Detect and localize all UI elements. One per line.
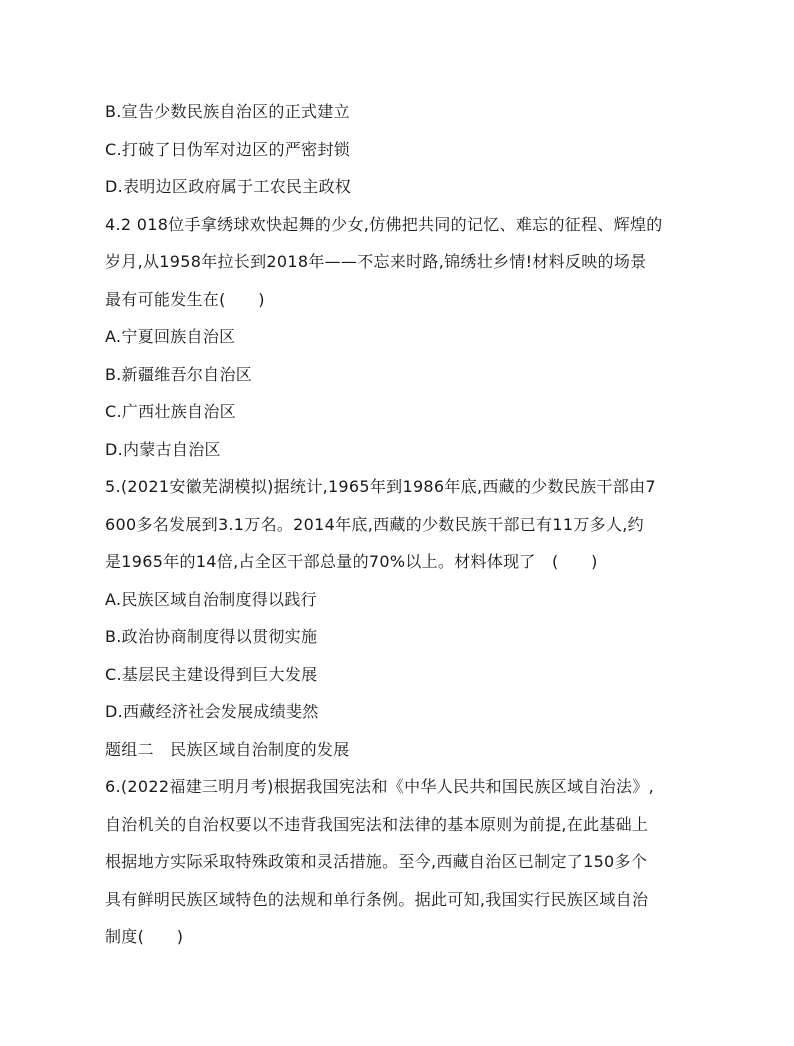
question-6-line-2: 自治机关的自治权要以不违背我国宪法和法律的基本原则为前提,在此基础上 (105, 814, 649, 834)
section-heading: 题组二 民族区域自治制度的发展 (105, 739, 350, 759)
question-4-line-2: 岁月,从1958年拉长到2018年——不忘来时路,锦绣壮乡情!材料反映的场景 (105, 252, 647, 271)
option-b-q5: B.政治协商制度得以贯彻实施 (105, 627, 318, 646)
option-d-q3: D.表明边区政府属于工农民主政权 (105, 177, 352, 196)
option-c-q4: C.广西壮族自治区 (105, 402, 236, 421)
option-c-q5: C.基层民主建设得到巨大发展 (105, 664, 318, 684)
option-a-q5: A.民族区域自治制度得以践行 (105, 589, 317, 609)
option-a-q4: A.宁夏回族自治区 (105, 327, 236, 346)
question-5-line-3: 是1965年的14倍,占全区干部总量的70%以上。材料体现了 ( ) (105, 552, 598, 571)
question-4-line-3: 最有可能发生在( ) (105, 289, 265, 309)
option-c-q3: C.打破了日伪军对边区的严密封锁 (105, 139, 351, 159)
question-5-line-1: 5.(2021安徽芜湖模拟)据统计,1965年到1986年底,西藏的少数民族干部由7 (105, 477, 656, 496)
document-page (105, 93, 695, 956)
question-6-line-3: 根据地方实际采取特殊政策和灵活措施。至今,西藏自治区已制定了150多个 (105, 852, 648, 871)
question-5-line-2: 600多名发展到3.1万名。2014年底,西藏的少数民族干部已有11万多人,约 (105, 514, 644, 534)
question-6-line-4: 具有鲜明民族区域特色的法规和单行条例。据此可知,我国实行民族区域自治 (105, 889, 649, 909)
option-b-q3: B.宣告少数民族自治区的正式建立 (105, 102, 350, 121)
option-d-q5: D.西藏经济社会发展成绩斐然 (105, 702, 319, 721)
question-6-line-1: 6.(2022福建三明月考)根据我国宪法和《中华人民共和国民族区域自治法》, (105, 777, 654, 796)
option-d-q4: D.内蒙古自治区 (105, 439, 221, 459)
question-4-line-1: 4.2 018位手拿绣球欢快起舞的少女,仿佛把共同的记忆、难忘的征程、辉煌的 (105, 214, 663, 234)
question-6-line-5: 制度( ) (105, 927, 184, 946)
option-b-q4: B.新疆维吾尔自治区 (105, 364, 253, 384)
